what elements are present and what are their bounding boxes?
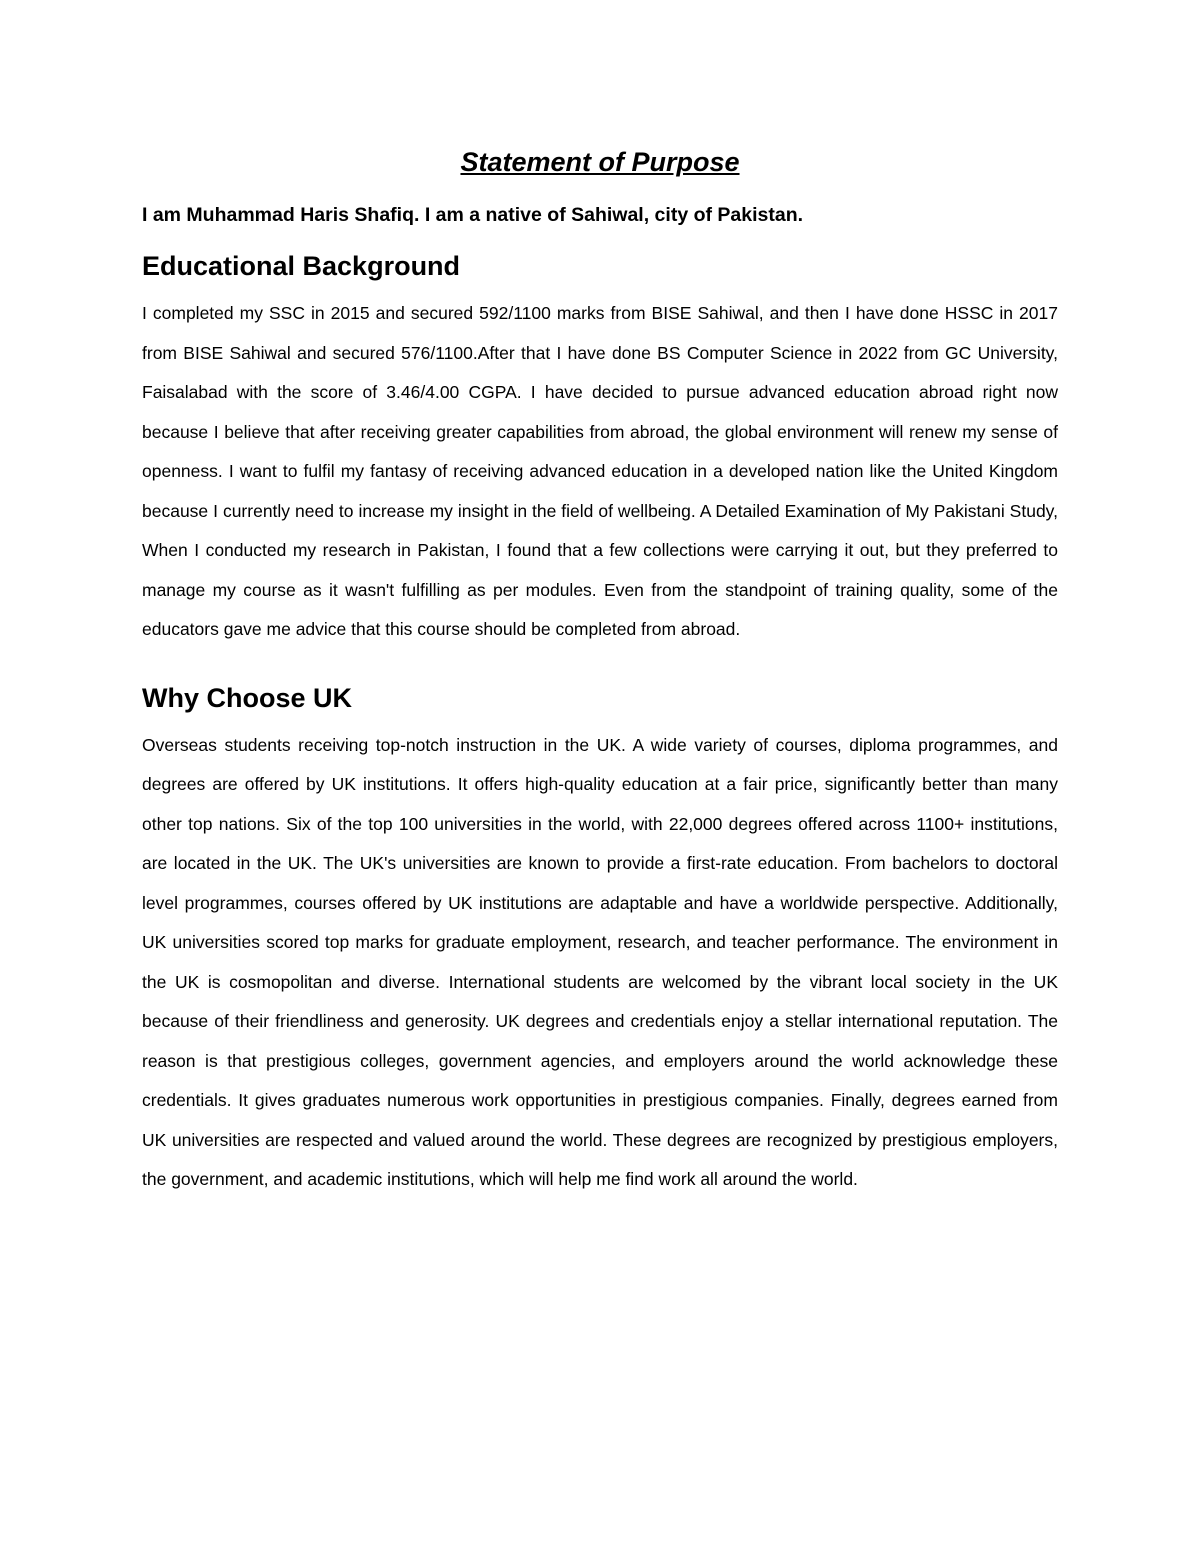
document-title: Statement of Purpose: [460, 147, 740, 177]
document-page: [142, 140, 1058, 1200]
section-heading-why-choose-uk: Why Choose UK: [142, 682, 353, 713]
section-heading-educational-background: Educational Background: [142, 251, 461, 281]
section-body-educational-background: I completed my SSC in 2015 and secured 592/1100 marks from BISE Sahiwal, and then I have done HSSC in 2017 from BISE Sahiwal and secured 576/1100.After that I have done BS Computer Science in 2022 from GC University, Faisalabad with the score of 3.46/4.00 CGPA. I have decided to pursue advanced education abroad right now because I believe that after receiving greater capabilities from abroad, the global environment will renew my sense of openness. I want to fulfil my fantasy of receiving advanced education in a developed nation like the United Kingdom because I currently need to increase my insight in the field of wellbeing. A Detailed Examination of My Pakistani Study, When I conducted my research in Pakistan, I found that a few collections were carrying it out, but they preferred to manage my course as it wasn't fulfilling as per modules. Even from the standpoint of training quality, some of the educators gave me advice that this course should be completed from abroad.: [142, 303, 1058, 639]
intro-statement: I am Muhammad Haris Shafiq. I am a native of Sahiwal, city of Pakistan.: [142, 204, 804, 226]
section-body-why-choose-uk: Overseas students receiving top-notch instruction in the UK. A wide variety of courses, diploma programmes, and degrees are offered by UK institutions. It offers high-quality education at a fair price, significantly better than many other top nations. Six of the top 100 universities in the world, with 22,000 degrees offered across 1100+ institutions, are located in the UK. The UK's universities are known to provide a first-rate education. From bachelors to doctoral level programmes, courses offered by UK institutions are adaptable and have a worldwide perspective. Additionally, UK universities scored top marks for graduate employment, research, and teacher performance. The environment in the UK is cosmopolitan and diverse. International students are welcomed by the vibrant local society in the UK because of their friendliness and generosity. UK degrees and credentials enjoy a stellar international reputation. The reason is that prestigious colleges, government agencies, and employers around the world acknowledge these credentials. It gives graduates numerous work opportunities in prestigious companies. Finally, degrees earned from UK universities are respected and valued around the world. These degrees are recognized by prestigious employers, the government, and academic institutions, which will help me find work all around the world.: [142, 734, 1058, 1189]
